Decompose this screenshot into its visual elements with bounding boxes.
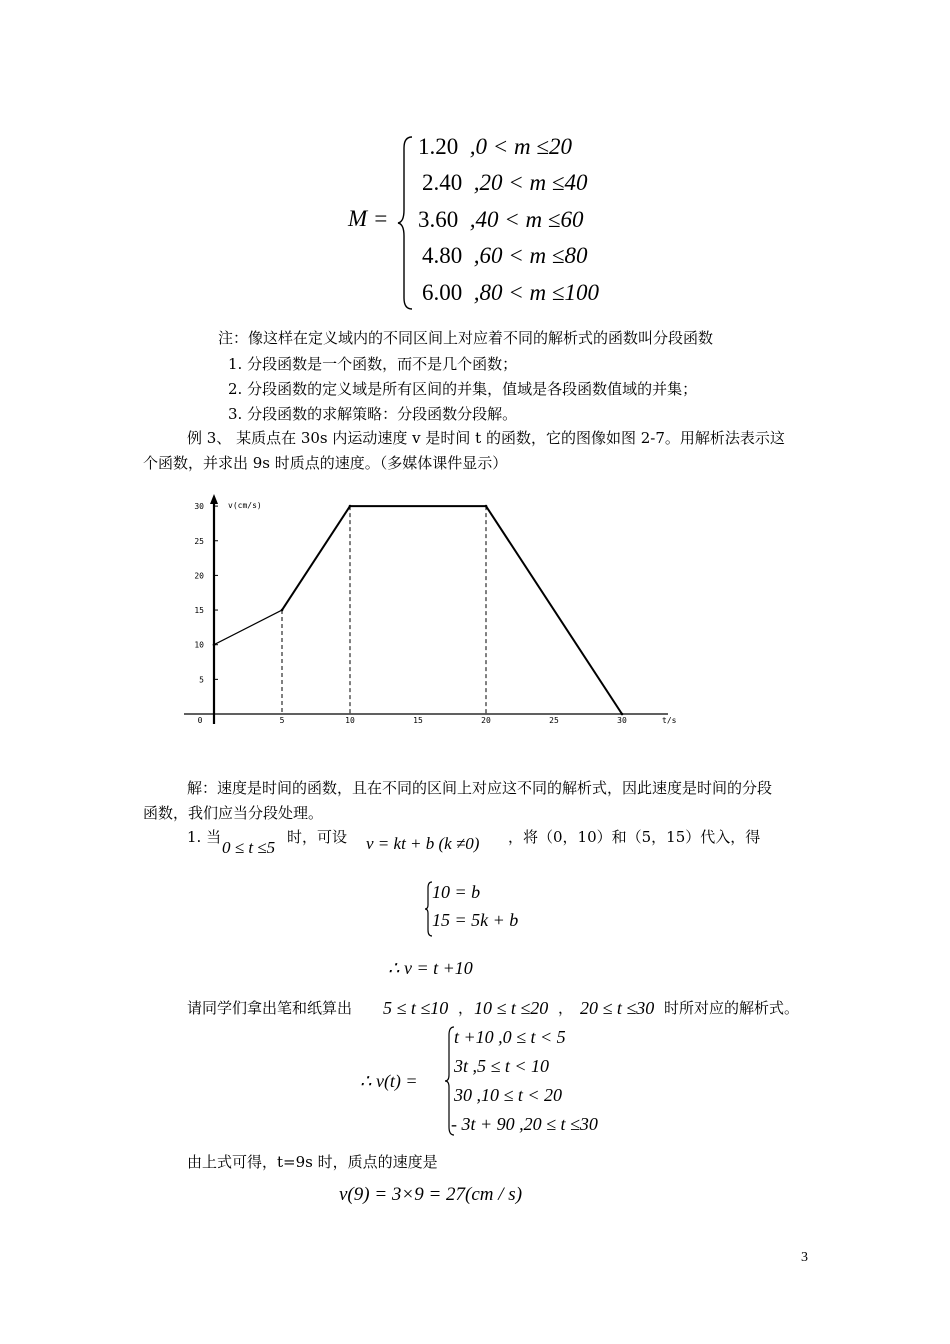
y-tick-label: 10: [194, 640, 204, 650]
y-tick-label: 30: [194, 502, 204, 512]
data-point: [485, 505, 488, 508]
x-tick-label: 10: [345, 716, 355, 725]
ask-sep: ，: [458, 999, 474, 1017]
data-point: [349, 505, 352, 508]
ask-range: 10 ≤ t ≤20: [474, 998, 549, 1018]
v-function-row: t +10 ,0 ≤ t < 5: [454, 1027, 566, 1047]
x-tick-label: 30: [617, 716, 627, 725]
x-tick-label: 15: [413, 716, 423, 725]
series-segment: [282, 506, 350, 610]
system-row: 15 = 5k + b: [432, 910, 519, 930]
ask-text: 时所对应的解析式。: [664, 999, 800, 1017]
y-tick-label: 25: [194, 536, 204, 546]
step1-range: 0 ≤ t ≤5: [222, 838, 276, 857]
note-item: 2. 分段函数的定义域是所有区间的并集，值域是各段函数值域的并集；: [228, 380, 698, 398]
page-number: 3: [801, 1250, 808, 1265]
y-tick-label: 15: [194, 606, 204, 616]
v-function-row: 3t ,5 ≤ t < 10: [454, 1056, 550, 1076]
step1-text: ，将（0，10）和（5，15）代入，得: [508, 828, 761, 846]
m-formula-row: 2.40 ,20 < m ≤40: [422, 170, 588, 195]
result-equation: ∴ v = t +10: [388, 958, 473, 978]
step1-text: 时，可设: [287, 828, 348, 846]
m-formula-row: 6.00 ,80 < m ≤100: [422, 280, 600, 305]
v-function-lhs: ∴ v(t) =: [360, 1071, 418, 1091]
series-segment: [486, 506, 622, 714]
example-text: 个函数，并求出 9s 时质点的速度。（多媒体课件显示）: [143, 454, 508, 472]
x-tick-label: 20: [481, 716, 491, 725]
x-tick-label: 5: [279, 716, 285, 725]
y-tick-label: 20: [194, 571, 204, 581]
series-segment: [214, 610, 282, 645]
v-function-row: - 3t + 90 ,20 ≤ t ≤30: [451, 1114, 598, 1134]
y-axis-label: v(cm/s): [228, 501, 262, 510]
note-title: 注：像这样在定义域内的不同区间上对应着不同的解析式的函数叫分段函数: [218, 329, 714, 347]
solution-text: 函数，我们应当分段处理。: [143, 804, 324, 822]
data-point: [621, 713, 624, 716]
final-answer: v(9) = 3×9 = 27(cm / s): [339, 1184, 523, 1205]
v-function-row: 30 ,10 ≤ t < 20: [454, 1085, 563, 1105]
ask-range: 20 ≤ t ≤30: [580, 998, 655, 1018]
m-formula-row: 1.20 ,0 < m ≤20: [418, 134, 573, 159]
ask-range: 5 ≤ t ≤10: [383, 998, 449, 1018]
step1-equation: v = kt + b (k ≠0): [366, 834, 480, 853]
y-tick-label: 5: [199, 675, 204, 685]
ask-text: 请同学们拿出笔和纸算出: [187, 999, 353, 1017]
step1-label: 1. 当: [187, 828, 222, 846]
m-formula-lhs: M =: [348, 206, 389, 231]
x-tick-label: 25: [549, 716, 559, 725]
system-row: 10 = b: [432, 882, 481, 902]
ask-sep: ，: [558, 999, 574, 1017]
x-tick-label: 0: [197, 716, 203, 725]
note-item: 3. 分段函数的求解策略：分段函数分段解。: [228, 405, 518, 423]
y-axis-arrow: [210, 494, 218, 504]
data-point: [213, 643, 216, 646]
data-point: [281, 609, 284, 612]
velocity-time-chart: [180, 490, 700, 730]
m-formula-brace: [396, 134, 416, 312]
solution-text: 解：速度是时间的函数，且在不同的区间上对应这不同的解析式，因此速度是时间的分段: [187, 779, 773, 797]
m-formula-row: 4.80 ,60 < m ≤80: [422, 243, 588, 268]
example-text: 例 3、 某质点在 30s 内运动速度 v 是时间 t 的函数，它的图像如图 2-7。用解析法表示这: [187, 429, 785, 447]
x-axis-label: t/s: [662, 716, 677, 725]
note-item: 1. 分段函数是一个函数，而不是几个函数；: [228, 355, 518, 373]
conclusion-text: 由上式可得，t=9s 时，质点的速度是: [187, 1153, 438, 1171]
m-formula-row: 3.60 ,40 < m ≤60: [418, 207, 584, 232]
